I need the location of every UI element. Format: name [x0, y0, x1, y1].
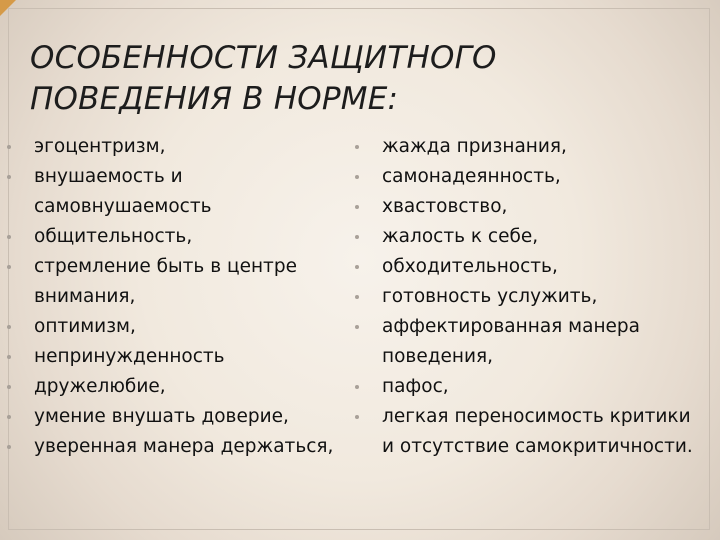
left-bullet-list	[0, 132, 350, 462]
right-list-item	[348, 372, 696, 402]
bullet-dot-icon	[7, 145, 11, 149]
right-list-item	[348, 162, 696, 192]
bullet-dot-icon	[355, 385, 359, 389]
left-list-item	[0, 432, 350, 462]
left-list-item	[0, 162, 350, 222]
bullet-dot-icon	[355, 415, 359, 419]
left-list-item-label: эгоцентризм,	[34, 136, 166, 157]
right-bullet-list	[348, 132, 696, 462]
bullet-dot-icon	[355, 175, 359, 179]
bullet-dot-icon	[355, 145, 359, 149]
left-list-item	[0, 132, 350, 162]
right-list-item-label: жалость к себе,	[382, 226, 539, 247]
bullet-dot-icon	[7, 175, 11, 179]
bullet-dot-icon	[355, 205, 359, 209]
bullet-dot-icon	[7, 445, 11, 449]
slide-title: ОСОБЕННОСТИ ЗАЩИТНОГО ПОВЕДЕНИЯ В НОРМЕ:	[30, 40, 497, 117]
left-list-item	[0, 372, 350, 402]
bullet-dot-icon	[7, 265, 11, 269]
left-list-item-label: дружелюбие,	[34, 376, 166, 397]
right-list-item-label: готовность услужить,	[382, 286, 598, 307]
left-list-item-label: внушаемость и самовнушаемость	[34, 166, 212, 217]
bullet-dot-icon	[7, 415, 11, 419]
right-list-item-label: жажда признания,	[382, 136, 567, 157]
bullet-dot-icon	[355, 295, 359, 299]
corner-accent-icon	[0, 0, 16, 16]
bullet-dot-icon	[7, 385, 11, 389]
right-list-item-label: пафос,	[382, 376, 449, 397]
right-list-item	[348, 282, 696, 312]
left-list-item-label: уверенная манера держаться,	[34, 436, 334, 457]
bullet-dot-icon	[355, 325, 359, 329]
right-list-item-label: аффектированная манера поведения,	[382, 316, 641, 367]
left-list-item-label: оптимизм,	[34, 316, 136, 337]
right-list-item	[348, 252, 696, 282]
right-list-item	[348, 222, 696, 252]
left-list-item-label: непринужденность	[34, 346, 225, 367]
left-list-item	[0, 402, 350, 432]
bullet-dot-icon	[7, 355, 11, 359]
bullet-dot-icon	[355, 235, 359, 239]
left-list-item	[0, 342, 350, 372]
right-list-item-label: обходительность,	[382, 256, 558, 277]
bullet-dot-icon	[7, 325, 11, 329]
left-list-item	[0, 252, 350, 312]
bullet-dot-icon	[7, 235, 11, 239]
left-list-item-label: умение внушать доверие,	[34, 406, 289, 427]
right-list-item	[348, 192, 696, 222]
left-list-item-label: стремление быть в центре внимания,	[34, 256, 297, 307]
right-list-item-label: хвастовство,	[382, 196, 508, 217]
left-list-item	[0, 312, 350, 342]
right-list-item	[348, 312, 696, 372]
left-list-item-label: общительность,	[34, 226, 193, 247]
right-list-item-label: легкая переносимость критики и отсутствие самокритичности.	[382, 406, 693, 457]
right-list-item	[348, 402, 696, 462]
left-list-item	[0, 222, 350, 252]
bullet-dot-icon	[355, 265, 359, 269]
right-list-item-label: самонадеянность,	[382, 166, 561, 187]
right-list-item	[348, 132, 696, 162]
